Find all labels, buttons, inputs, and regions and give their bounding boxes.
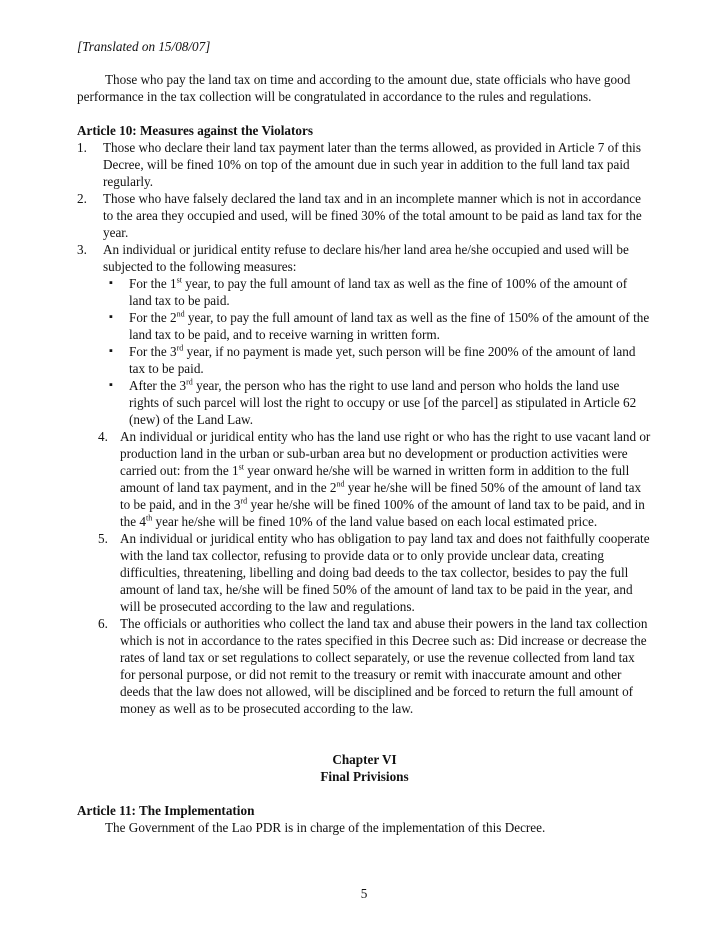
article-10-list xyxy=(77,139,652,428)
bullet-icon: ▪ xyxy=(109,277,113,289)
bullet-item: ▪ After the 3rd year, the person who has the right to use land and person who holds the land use rights of such parcel will lost the right to occupy or use [of the parcel] as stipulated in Article 62 (new) of the Land Law. xyxy=(109,377,637,427)
article-10-heading: Article 10: Measures against the Violators xyxy=(77,123,313,138)
document-page xyxy=(77,38,652,836)
bullet-item: ▪ For the 2nd year, to pay the full amount of land tax as well as the fine of 150% of the amount of the land tax to be paid, and to receive warning in written form. xyxy=(109,309,650,342)
list-item: 5. An individual or juridical entity who has obligation to pay land tax and does not faithfully cooperate with the land tax collector, refusing to provide data or to only provide unclear data, creating difficulties, threatening, libelling and doing bad deeds to the tax collector, besides to pay the full amount of land tax, he/she will be fined 50% of the amount of land tax to be paid in the year, and will be prosecuted according to the law and regulations. xyxy=(98,531,650,614)
translation-note: [Translated on 15/08/07] xyxy=(77,39,211,54)
list-item: 1. Those who declare their land tax payment later than the terms allowed, as provided in Article 7 of this Decree, will be fined 10% on top of the amount due in such year in addition to the full land tax paid regularly. xyxy=(77,140,641,189)
article-11-text: The Government of the Lao PDR is in charge of the implementation of this Decree. xyxy=(105,820,546,835)
measures-bullet-list xyxy=(103,275,652,428)
list-item: 3. An individual or juridical entity refuse to declare his/her land area he/she occupied and used will be subjected to the following measures: ▪ For the 1st year, to pay the full amount of land tax as well as the fine of 100% of the amount of land tax to be paid. ▪ For the 2nd year, to pay the full amount of land tax as well as the fine of 150% of the amount of the land tax to be paid, and to receive warning in written form. ▪ For the 3rd year, if no payment is made yet, such person will be fine 200% of the amount of land tax to be paid. ▪ After the 3rd year, the person who has the right to use land and person who holds the land use rights of such parcel will lost the right to occupy or use [of the parcel] as stipulated in Article 62 (new) of the Land Law. xyxy=(77,241,652,428)
chapter-subtitle: Final Privisions xyxy=(320,769,409,784)
list-item: 2. Those who have falsely declared the land tax and in an incomplete manner which is not in accordance to the area they occupied and used, will be fined 30% of the total amount to be paid as land tax for the year. xyxy=(77,191,642,240)
bullet-icon: ▪ xyxy=(109,311,113,323)
bullet-item: ▪ For the 1st year, to pay the full amount of land tax as well as the fine of 100% of the amount of land tax to be paid. xyxy=(109,275,628,308)
intro-paragraph: Those who pay the land tax on time and according to the amount due, state officials who have good performance in the tax collection will be congratulated in accordance to the rules and regulations. xyxy=(77,72,631,104)
bullet-item: ▪ For the 3rd year, if no payment is made yet, such person will be fine 200% of the amount of land tax to be paid. xyxy=(109,343,636,376)
page-number: 5 xyxy=(360,886,368,901)
article-11-heading: Article 11: The Implementation xyxy=(77,803,255,818)
bullet-icon: ▪ xyxy=(109,345,113,357)
list-item: 6. The officials or authorities who collect the land tax and abuse their powers in the land tax collection which is not in accordance to the rates specified in this Decree such as: Did increase or decrease the rates of land tax or set regulations to collect separately, or use the revenue collected from land tax for personal purpose, or did not remit to the treasury or remit with inaccurate amount and other deeds that the law does not allowed, will be disciplined and be forced to return the full amount of money as well as to be prosecuted according to the law. xyxy=(98,616,648,716)
list-item: 4. An individual or juridical entity who has the land use right or who has the right to use vacant land or production land in the urban or sub-urban area but no development or production activities were carried out: from the 1st year onward he/she will be warned in written form in addition to the full amount of land tax payment, and in the 2nd year he/she will be fined 50% of the amount of land tax to be paid, and in the 3rd year he/she will be fined 100% of the amount of land tax to be paid, and in the 4th year he/she will be fined 10% of the land value based on each local estimated price. xyxy=(98,429,651,529)
chapter-title: Chapter VI xyxy=(332,752,397,767)
bullet-icon: ▪ xyxy=(109,379,113,391)
